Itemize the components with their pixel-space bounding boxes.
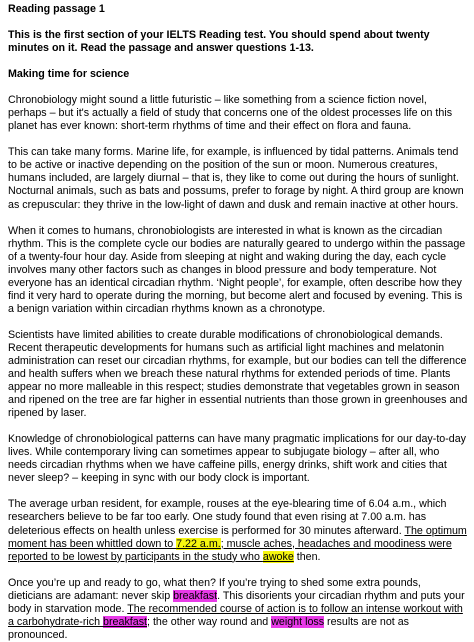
- paragraph-7-end: results are not as pronounced.: [8, 615, 410, 641]
- paragraph-4: Scientists have limited abilities to create durable modifications of chronobiological demands. Recent therapeutic developments for humans such as artificial light machines and melatonin administration can reset our circadian rhythms, for example, but our bodies can tell the difference and health suffers when we breach these natural rhythms for extended periods of time. Plants appear no more malleable in this respect; studies demonstrate that vegetables grown in season and ripened on the tree are far higher in essential nutrients than those grown in greenhouses and ripened by laser.: [8, 328, 468, 420]
- paragraph-5: Knowledge of chronobiological patterns can have many pragmatic implications for our day-to-day lives. While contemporary living can sometimes appear to subjugate biology – after all, who needs circadian rhythms when we have caffeine pills, energy drinks, shift work and cities that never sleep? – keeping in sync with our body clock is important.: [8, 433, 467, 485]
- paragraph-7-continuation: ; the other way round and: [147, 615, 272, 628]
- paragraph-1: Chronobiology might sound a little futuristic – like something from a science fiction novel, perhaps – but it's actually a field of study that concerns one of the oldest processes life on this planet has ever known: short-term rhythms of time and their effect on flora and fauna.: [8, 94, 453, 133]
- underlined-text-part-1: The optimum moment has been whittled down to: [8, 524, 467, 550]
- paragraph-3: When it comes to humans, chronobiologists are interested in what is known as the circadian rhythm. This is the complete cycle our bodies are naturally geared to undergo within the passage of a twenty-four hour day. Aside from sleeping at night and waking during the day, each cycle involves many other factors such as changes in blood pressure and body temperature. Not everyone has an identical circadian rhythm. ‘Night people’, for example, often describe how they find it very hard to operate during the morning, but become alert and focused by evening. This is a benign variation within circadian rhythms known as a chronotype.: [8, 224, 466, 315]
- paragraph-6: [8, 498, 468, 563]
- highlighted-breakfast-1: breakfast: [173, 589, 218, 602]
- highlighted-time: 7.22 a.m.: [176, 537, 221, 550]
- test-instructions: This is the first section of your IELTS Reading test. You should spend about twenty minutes on it. Read the passage and answer questions 1-13.: [8, 29, 430, 55]
- underlined-text-part-2: ; muscle aches, headaches and moodiness were reported to be lowest by participants in the study who: [8, 537, 452, 563]
- paragraph-6-intro: The average urban resident, for example, rouses at the eye-blearing time of 6.04 a.m., which researchers believe to be far too early. One study found that even rising at 7.00 a.m. has deleterious effects on health unless exercise is performed for 30 minutes afterward.: [8, 498, 447, 537]
- paragraph-7: [8, 577, 468, 642]
- paragraph-6-end: then.: [293, 550, 321, 563]
- highlighted-breakfast-2: breakfast: [103, 615, 148, 628]
- highlighted-awoke: awoke: [262, 550, 294, 563]
- highlighted-weight-loss: weight loss: [271, 615, 325, 628]
- paragraph-7-intro: Once you’re up and ready to go, what then? If you’re trying to shed some extra pounds, dieticians are adamant: never skip: [8, 576, 421, 602]
- passage-title: Reading passage 1: [8, 3, 105, 15]
- passage-heading: Making time for science: [8, 68, 130, 81]
- paragraph-2: This can take many forms. Marine life, for example, is influenced by tidal patterns. Animals tend to be active or inactive depending on the position of the sun or moon. Numerous creatures, humans included, are largely diurnal – that is, they like to come out during the hours of sunlight. Nocturnal animals, such as bats and possums, prefer to forage by night. A third group are known as crepuscular: they thrive in the low-light of dawn and dusk and remain inactive at other hours.: [8, 146, 464, 211]
- paragraph-7-middle: . This disorients your circadian rhythm and puts your body in starvation mode.: [8, 589, 465, 615]
- underlined-recommendation-text: The recommended course of action is to follow an intense workout with a carbohydrate-rich: [8, 602, 463, 628]
